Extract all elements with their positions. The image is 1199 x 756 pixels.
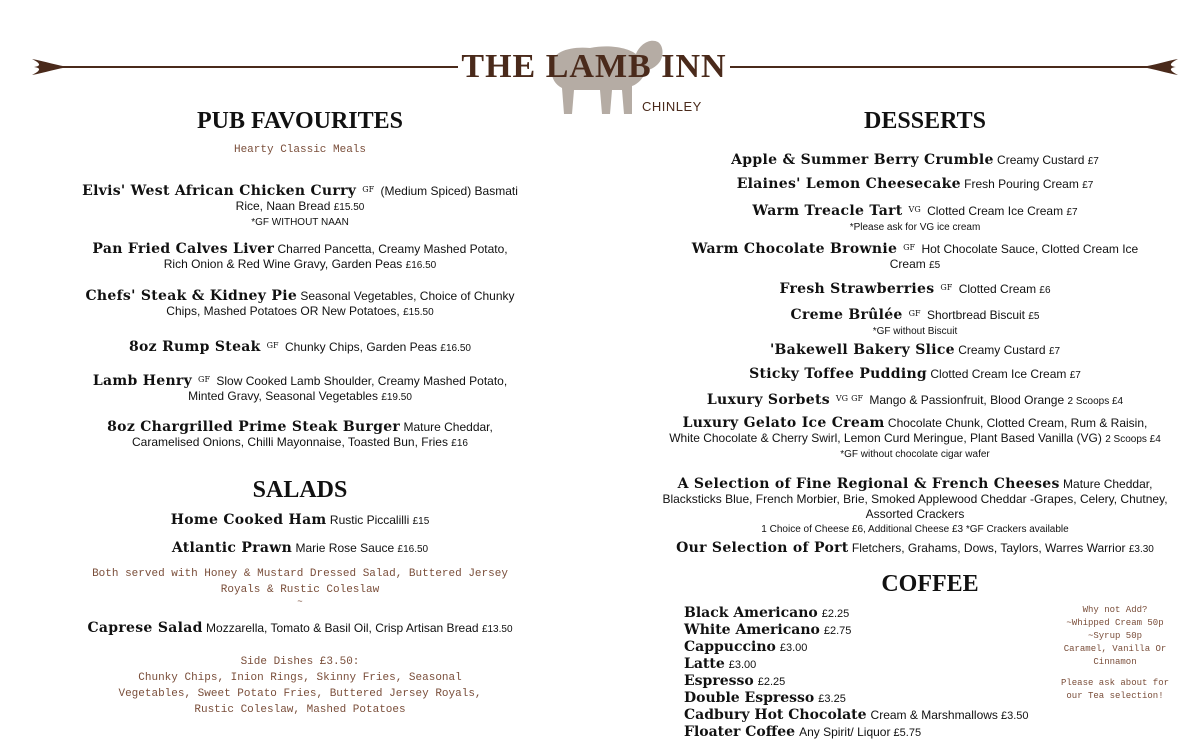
side-dishes-title: Side Dishes £3.50: <box>240 656 360 668</box>
menu-item: A Selection of Fine Regional & French Cheeses Mature Cheddar, Blacksticks Blue, French Morbier, Brie, Smoked Applewood Cheddar -Grapes, Celery, Chutney, Assorted Crackers 1 Choice of Cheese £6, Additional Cheese £3 *GF Crackers available <box>662 476 1168 535</box>
menu-item: 'Bakewell Bakery Slice Creamy Custard £7 <box>769 342 1061 358</box>
menu-item: Warm Treacle Tart $^{VG}$ Clotted Cream Ice Cream £7 *Please ask for VG ice cream <box>752 203 1078 233</box>
menu-item: Atlantic Prawn Marie Rose Sauce £16.50 <box>171 540 429 556</box>
location-label: CHINLEY <box>642 99 702 114</box>
coffee-list <box>684 605 1064 741</box>
menu-item: Pan Fried Calves Liver Charred Pancetta, Creamy Mashed Potato, Rich Onion & Red Wine Gravy, Garden Peas £16.50 <box>92 241 508 271</box>
coffee-item: Espresso £2.25 <box>684 673 786 689</box>
coffee-item: White Americano £2.75 <box>684 622 852 638</box>
menu-item: Elvis' West African Chicken Curry $^{GF}$ (Medium Spiced) Basmati Rice, Naan Bread £15.50 *GF WITHOUT NAAN <box>82 183 518 228</box>
menu-item: Luxury Gelato Ice Cream Chocolate Chunk, Clotted Cream, Rum & Raisin, White Chocolate & Cherry Swirl, Lemon Curd Meringue, Plant Based Vanilla (VG) 2 Scoops £4 *GF without chocolate cigar wafer <box>669 415 1161 460</box>
addons-whipped-cream: ~Whipped Cream 50p <box>1066 618 1164 628</box>
menu-item: Apple & Summer Berry Crumble Creamy Custard £7 <box>731 152 1099 168</box>
menu-item: Home Cooked Ham Rustic Piccalilli £15 <box>170 512 430 528</box>
coffee-item: Cadbury Hot Chocolate Cream & Marshmallows £3.50 <box>684 707 1029 723</box>
header-rule-left <box>40 66 458 68</box>
coffee-item: Cappuccino £3.00 <box>684 639 808 655</box>
salads-title: SALADS <box>252 477 348 503</box>
menu-item: Luxury Sorbets $^{VG}$ $^{GF}$ Mango & Passionfruit, Blood Orange 2 Scoops £4 <box>706 392 1124 408</box>
salads-tilde: ~ <box>297 597 303 607</box>
tea-note: Please ask about for our Tea selection! <box>1060 678 1170 701</box>
coffee-addons <box>1056 604 1174 703</box>
menu-item: Elaines' Lemon Cheesecake Fresh Pouring Cream £7 <box>736 176 1094 192</box>
pub-favourites-title: PUB FAVOURITES <box>196 108 403 134</box>
addons-syrup: ~Syrup 50p <box>1087 631 1142 641</box>
menu-item: Fresh Strawberries $^{GF}$ Clotted Cream £6 <box>779 281 1051 297</box>
inn-title: THE LAMB INN <box>461 48 727 85</box>
header-rule-right <box>730 66 1160 68</box>
right-flourish-icon <box>1140 58 1180 76</box>
pub-favourites-subtitle: Hearty Classic Meals <box>233 144 367 156</box>
menu-item: Our Selection of Port Fletchers, Grahams, Dows, Taylors, Warres Warrior £3.30 <box>676 540 1154 556</box>
menu-item: Warm Chocolate Brownie $^{GF}$ Hot Chocolate Sauce, Clotted Cream Ice Cream £5 <box>691 241 1139 271</box>
menu-item: Sticky Toffee Pudding Clotted Cream Ice Cream £7 <box>749 366 1081 382</box>
coffee-title: COFFEE <box>881 571 979 597</box>
coffee-item: Floater Coffee Any Spirit/ Liquor £5.75 <box>684 724 922 740</box>
side-dishes-list: Chunky Chips, Inion Rings, Skinny Fries, Seasonal Vegetables, Sweet Potato Fries, Buttered Jersey Royals, Rustic Coleslaw, Mashed Potatoes <box>118 672 482 716</box>
addons-flavours: Caramel, Vanilla Or Cinnamon <box>1063 644 1167 667</box>
coffee-item: Latte £3.00 <box>684 656 757 672</box>
menu-item: Caprese Salad Mozzarella, Tomato & Basil Oil, Crisp Artisan Bread £13.50 <box>87 620 513 636</box>
menu-item: 8oz Rump Steak $^{GF}$ Chunky Chips, Garden Peas £16.50 <box>129 339 471 355</box>
desserts-title: DESSERTS <box>864 108 986 134</box>
addons-title: Why not Add? <box>1082 605 1148 615</box>
menu-item: Chefs' Steak & Kidney Pie Seasonal Vegetables, Choice of Chunky Chips, Mashed Potatoes OR New Potatoes, £15.50 <box>85 288 515 318</box>
menu-item: Creme Brûlée $^{GF}$ Shortbread Biscuit £5 *GF without Biscuit <box>790 307 1040 337</box>
left-flourish-icon <box>30 58 70 76</box>
coffee-item: Double Espresso £3.25 <box>684 690 846 706</box>
coffee-item: Black Americano £2.25 <box>684 605 850 621</box>
salads-served-note: Both served with Honey & Mustard Dressed Salad, Buttered Jersey Royals & Rustic Coleslaw <box>92 568 508 596</box>
menu-item: Lamb Henry $^{GF}$ Slow Cooked Lamb Shoulder, Creamy Mashed Potato, Minted Gravy, Seasonal Vegetables £19.50 <box>92 373 508 403</box>
menu-item: 8oz Chargrilled Prime Steak Burger Mature Cheddar, Caramelised Onions, Chilli Mayonnaise, Toasted Bun, Fries £16 <box>107 419 493 449</box>
